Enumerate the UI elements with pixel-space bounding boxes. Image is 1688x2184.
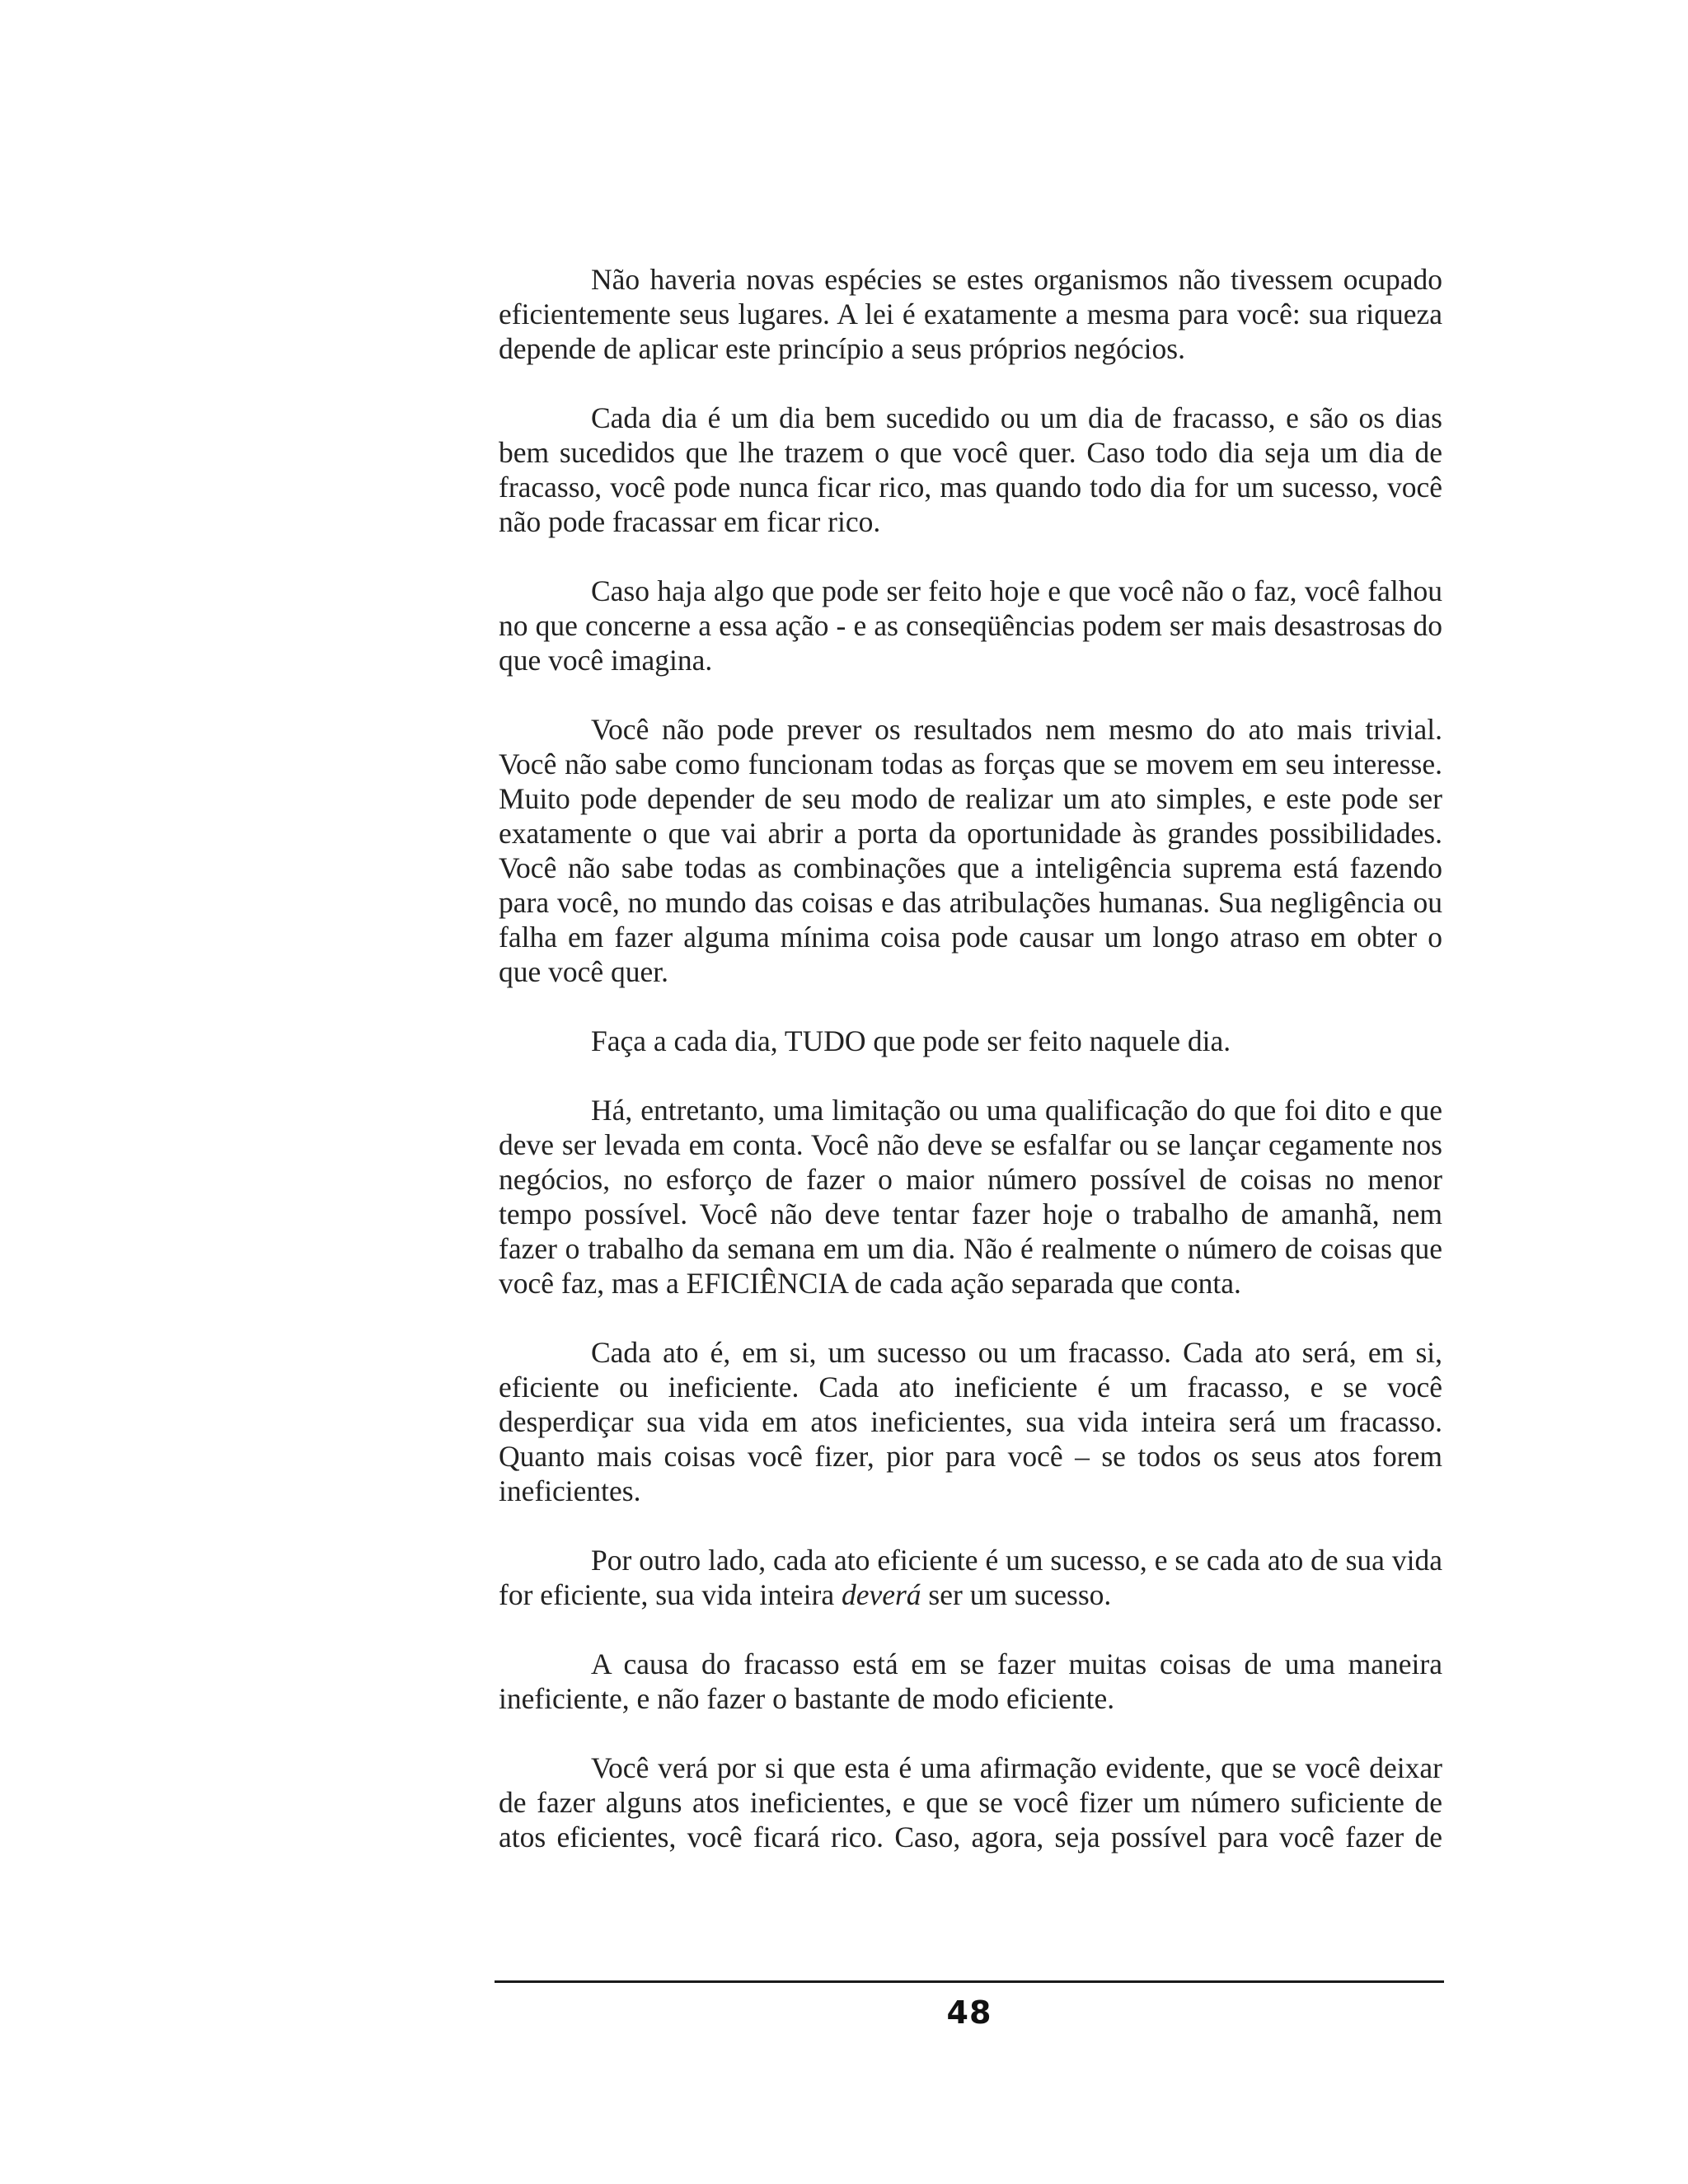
footer-rule	[495, 1980, 1444, 1983]
page-number: 48	[946, 1994, 992, 2031]
paragraph-3: Caso haja algo que pode ser feito hoje e que você não o faz, você falhou no que concerne a essa ação - e as conseqüências podem ser mais desastrosas do que você imagina.	[499, 574, 1442, 677]
paragraph-8	[499, 1543, 1442, 1612]
paragraph-4: Você não pode prever os resultados nem mesmo do ato mais trivial. Você não sabe como funcionam todas as forças que se movem em seu interesse. Muito pode depender de seu modo de realizar um ato simples, e este pode ser exatamente o que vai abrir a porta da oportunidade às grandes possibilidades. Você não sabe todas as combinações que a inteligência suprema está fazendo para você, no mundo das coisas e das atribulações humanas. Sua negligência ou falha em fazer alguma mínima coisa pode causar um longo atraso em obter o que você quer.	[499, 713, 1442, 988]
paragraph-8-text-after: ser um sucesso.	[921, 1578, 1112, 1611]
paragraph-1: Não haveria novas espécies se estes organismos não tivessem ocupado eficientemente seus lugares. A lei é exatamente a mesma para você: sua riqueza depende de aplicar este princípio a seus próprios negócios.	[499, 263, 1442, 365]
paragraph-5: Faça a cada dia, TUDO que pode ser feito naquele dia.	[591, 1024, 1231, 1057]
paragraph-7: Cada ato é, em si, um sucesso ou um fracasso. Cada ato será, em si, eficiente ou ineficiente. Cada ato ineficiente é um fracasso, e se você desperdiçar sua vida em atos ineficientes, sua vida inteira será um fracasso. Quanto mais coisas você fizer, pior para você – se todos os seus atos forem ineficientes.	[499, 1336, 1442, 1507]
paragraph-6: Há, entretanto, uma limitação ou uma qualificação do que foi dito e que deve ser levada em conta. Você não deve se esfalfar ou se lançar cegamente nos negócios, no esforço de fazer o maior número possível de coisas no menor tempo possível. Você não deve tentar fazer hoje o trabalho de amanhã, nem fazer o trabalho da semana em um dia. Não é realmente o número de coisas que você faz, mas a EFICIÊNCIA de cada ação separada que conta.	[499, 1094, 1442, 1300]
paragraph-2: Cada dia é um dia bem sucedido ou um dia de fracasso, e são os dias bem sucedidos que lhe trazem o que você quer. Caso todo dia seja um dia de fracasso, você pode nunca ficar rico, mas quando todo dia for um sucesso, você não pode fracassar em ficar rico.	[499, 401, 1442, 538]
paragraph-10: Você verá por si que esta é uma afirmação evidente, que se você deixar de fazer alguns atos ineficientes, e que se você fizer um número suficiente de atos eficientes, você ficará rico. Caso, agora, seja possível para você fazer de	[499, 1751, 1442, 1854]
paragraph-8-text-before: Por outro lado, cada ato eficiente é um sucesso, e se cada ato de sua vida for eficiente, sua vida inteira	[499, 1544, 1442, 1611]
body-text	[499, 262, 1442, 1854]
paragraph-9: A causa do fracasso está em se fazer muitas coisas de uma maneira ineficiente, e não fazer o bastante de modo eficiente.	[499, 1647, 1442, 1715]
paragraph-8-emphasis: deverá	[841, 1578, 921, 1611]
